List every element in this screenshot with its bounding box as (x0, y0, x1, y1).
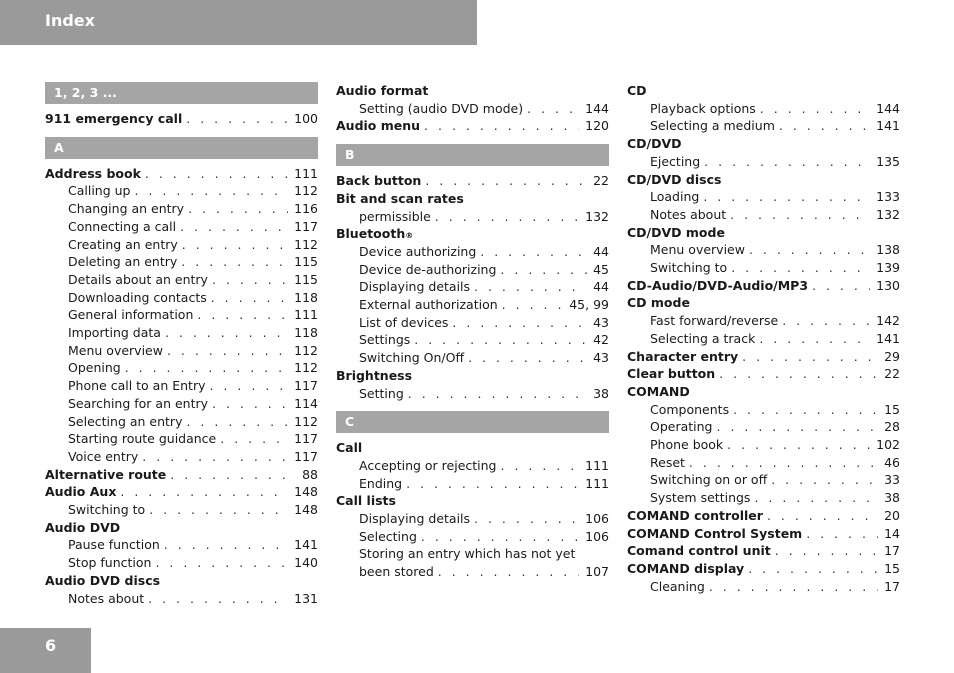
index-entry[interactable]: Alternative route . . . 88 (45, 466, 318, 484)
header-bar (0, 0, 477, 45)
index-subentry[interactable]: Settings . . . 42 (336, 331, 609, 349)
section-header-a: A (45, 137, 318, 159)
index-subentry[interactable]: General information . . . 111 (45, 306, 318, 324)
index-heading: CD/DVD discs (627, 171, 722, 187)
index-heading: Audio DVD (45, 519, 121, 535)
index-heading: CD (627, 83, 647, 98)
index-subentry[interactable]: Switching to . . . 139 (627, 259, 900, 277)
section-header-b: B (336, 144, 609, 166)
index-subentry[interactable]: Reset . . . 46 (627, 454, 900, 472)
index-subentry[interactable]: Notes about . . . 132 (627, 206, 900, 224)
index-entry[interactable]: COMAND Control System . . . 14 (627, 525, 900, 543)
index-entry[interactable]: Back button . . . 22 (336, 172, 609, 190)
section-header-123: 1, 2, 3 ... (45, 82, 318, 104)
index-entry[interactable]: Character entry . . . 29 (627, 348, 900, 366)
index-subentry[interactable]: Loading . . . 133 (627, 188, 900, 206)
index-heading: Call lists (336, 493, 396, 509)
index-heading: CD mode (627, 295, 690, 311)
index-subentry[interactable]: Details about an entry . . . 115 (45, 271, 318, 289)
index-subentry[interactable]: Device de-authorizing . . . 45 (336, 261, 609, 279)
index-heading: CD/DVD (627, 136, 682, 152)
index-subentry[interactable]: Phone book . . . 102 (627, 436, 900, 454)
index-subentry[interactable]: Notes about . . . 131 (45, 590, 318, 608)
index-subentry[interactable]: Selecting a medium . . . 141 (627, 117, 900, 135)
index-entry[interactable]: Audio Aux . . . 148 (45, 483, 318, 501)
index-heading: Audio format (336, 83, 429, 98)
index-subentry[interactable]: Setting . . . 38 (336, 385, 609, 403)
index-entry[interactable]: Audio menu . . . 120 (336, 117, 609, 135)
page-title: Index (45, 11, 95, 30)
index-subentry[interactable]: Menu overview . . . 112 (45, 342, 318, 360)
index-subentry[interactable]: Pause function . . . 141 (45, 536, 318, 554)
index-subentry[interactable]: Cleaning . . . 17 (627, 578, 900, 596)
index-subentry-line[interactable]: Storing an entry which has not yet (359, 546, 576, 562)
index-subentry[interactable]: Phone call to an Entry . . . 117 (45, 377, 318, 395)
section-header-c: C (336, 411, 609, 433)
index-subentry[interactable]: Displaying details . . . 106 (336, 510, 609, 528)
index-heading: Audio DVD discs (45, 572, 161, 588)
index-subentry[interactable]: Switching on or off . . . 33 (627, 471, 900, 489)
index-subentry[interactable]: Connecting a call . . . 117 (45, 218, 318, 236)
index-subentry[interactable]: Opening . . . 112 (45, 359, 318, 377)
index-entry[interactable]: COMAND display . . . 15 (627, 560, 900, 578)
index-subentry[interactable]: Calling up . . . 112 (45, 182, 318, 200)
index-subentry[interactable]: Searching for an entry . . . 114 (45, 395, 318, 413)
index-subentry[interactable]: Ending . . . 111 (336, 475, 609, 493)
index-subentry[interactable]: Device authorizing . . . 44 (336, 243, 609, 261)
index-entry[interactable]: Clear button . . . 22 (627, 365, 900, 383)
index-subentry[interactable]: Selecting a track . . . 141 (627, 330, 900, 348)
index-subentry[interactable]: Fast forward/reverse . . . 142 (627, 312, 900, 330)
index-heading: Bluetooth ® (336, 226, 414, 242)
index-subentry[interactable]: Starting route guidance . . . 117 (45, 430, 318, 448)
index-column-2 (336, 82, 609, 581)
index-subentry[interactable]: Ejecting . . . 135 (627, 153, 900, 171)
index-heading: Brightness (336, 367, 413, 383)
index-subentry[interactable]: Importing data . . . 118 (45, 324, 318, 342)
index-subentry[interactable]: been stored . . . 107 (336, 563, 609, 581)
index-subentry[interactable]: Switching to . . . 148 (45, 501, 318, 519)
index-subentry[interactable]: Accepting or rejecting . . . 111 (336, 457, 609, 475)
index-entry[interactable]: 911 emergency call . . . 100 (45, 110, 318, 128)
index-subentry[interactable]: Stop function . . . 140 (45, 554, 318, 572)
index-subentry[interactable]: System settings . . . 38 (627, 489, 900, 507)
index-subentry[interactable]: Displaying details . . . 44 (336, 278, 609, 296)
index-subentry[interactable]: Changing an entry . . . 116 (45, 200, 318, 218)
index-subentry[interactable]: List of devices . . . 43 (336, 314, 609, 332)
index-subentry[interactable]: Menu overview . . . 138 (627, 241, 900, 259)
index-subentry[interactable]: Playback options . . . 144 (627, 100, 900, 118)
index-column-1 (45, 82, 318, 607)
index-heading: Bit and scan rates (336, 190, 464, 206)
index-entry[interactable]: Comand control unit . . . 17 (627, 542, 900, 560)
index-subentry[interactable]: Setting (audio DVD mode) . . . 144 (336, 100, 609, 118)
index-subentry[interactable]: Creating an entry . . . 112 (45, 236, 318, 254)
index-heading: CD/DVD mode (627, 224, 725, 240)
page-number-box (0, 628, 91, 673)
index-subentry[interactable]: Components . . . 15 (627, 401, 900, 419)
index-subentry[interactable]: Switching On/Off . . . 43 (336, 349, 609, 367)
index-column-3 (627, 82, 900, 595)
index-entry[interactable]: COMAND controller . . . 20 (627, 507, 900, 525)
index-subentry[interactable]: Selecting an entry . . . 112 (45, 413, 318, 431)
page-number: 6 (45, 636, 57, 655)
index-subentry[interactable]: Deleting an entry . . . 115 (45, 253, 318, 271)
index-subentry[interactable]: Voice entry . . . 117 (45, 448, 318, 466)
index-subentry[interactable]: Operating . . . 28 (627, 418, 900, 436)
index-subentry[interactable]: Selecting . . . 106 (336, 528, 609, 546)
index-subentry[interactable]: External authorization . . . 45, 99 (336, 296, 609, 314)
index-heading: COMAND (627, 383, 690, 399)
index-entry[interactable]: Address book . . . 111 (45, 165, 318, 183)
index-subentry[interactable]: Downloading contacts . . . 118 (45, 289, 318, 307)
index-heading: Call (336, 440, 363, 456)
index-subentry[interactable]: permissible . . . 132 (336, 208, 609, 226)
index-entry[interactable]: CD-Audio/DVD-Audio/MP3 . . . 130 (627, 277, 900, 295)
